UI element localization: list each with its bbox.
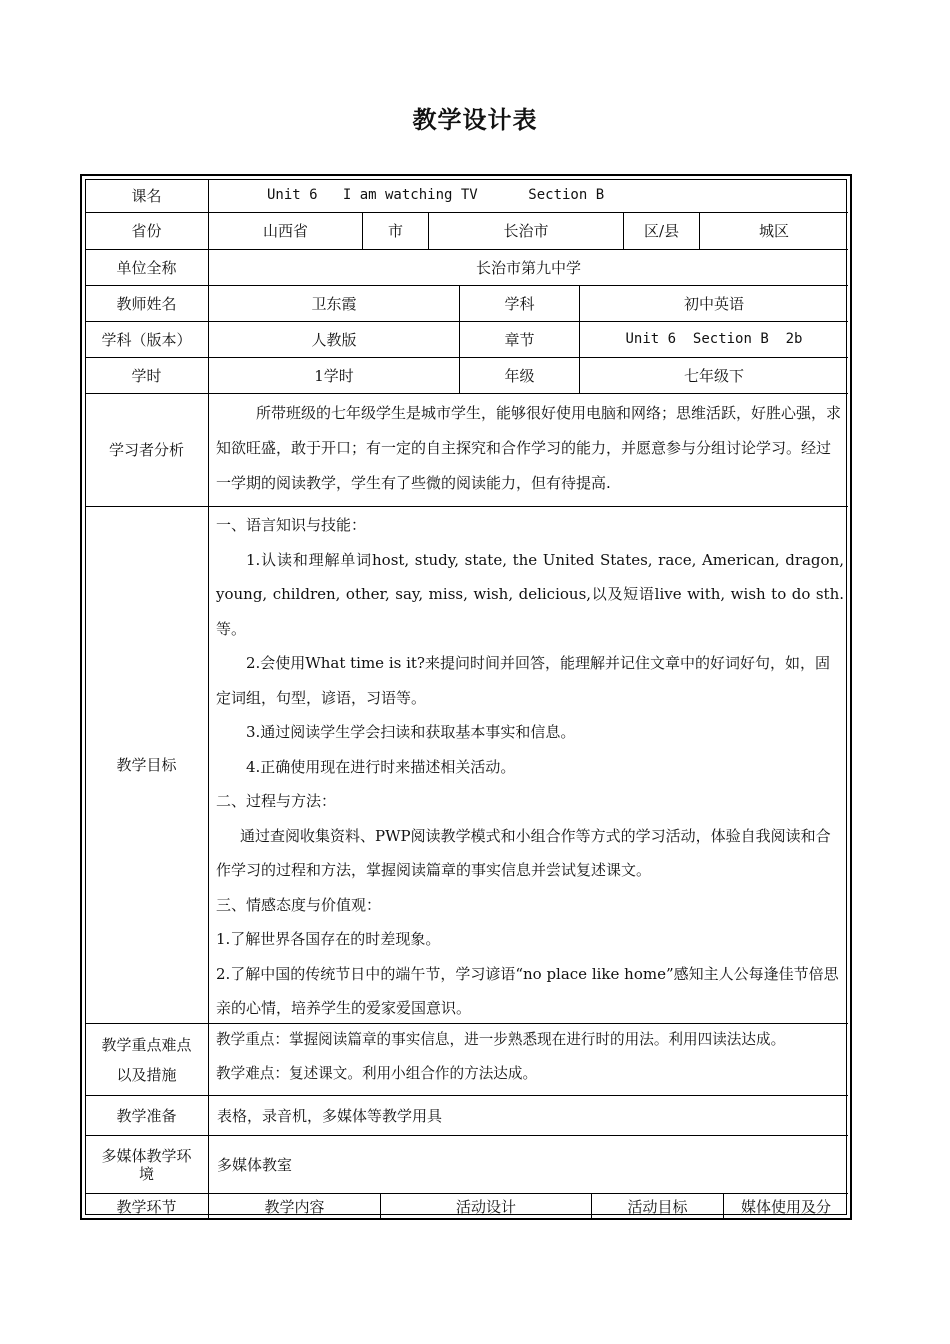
objectives-item-1: 1.认读和理解单词host, study, state, the United States, race, American, dragon, young, children, other, say, miss, wish, delicious,以及短语live with, wish to do sth.等。	[216, 550, 844, 638]
footer-col-content: 教学内容	[209, 1194, 381, 1219]
objectives-heading-3: 三、情感态度与价值观：	[216, 895, 382, 914]
env-label: 多媒体教学环境	[85, 1136, 209, 1194]
grade-label: 年级	[460, 358, 580, 394]
lesson-design-table	[80, 174, 852, 1220]
course-label: 课名	[85, 179, 209, 213]
objectives-heading-2: 二、过程与方法：	[216, 792, 337, 810]
edition-label: 学科（版本）	[85, 322, 209, 358]
objectives-item-4: 4.正确使用现在进行时来描述相关活动。	[246, 757, 516, 776]
edition-value: 人教版	[209, 322, 460, 358]
objectives-label: 教学目标	[85, 507, 209, 1024]
district-value: 城区	[700, 213, 848, 250]
prep-label: 教学准备	[85, 1096, 209, 1136]
page-title: 教学设计表	[412, 105, 538, 134]
teacher-label: 教师姓名	[85, 286, 209, 322]
objectives-heading-1: 一、语言知识与技能：	[216, 516, 367, 534]
objectives-item-2: 2.会使用What time is it?来提问时间并回答，能理解并记住文章中的好词好句，如，固定词组，句型，谚语，习语等。	[216, 654, 830, 707]
footer-col-activity: 活动设计	[381, 1194, 592, 1219]
unit-label: 单位全称	[85, 250, 209, 286]
course-value: Unit 6 I am watching TV Section B	[209, 179, 848, 213]
hours-value: 1学时	[209, 358, 460, 394]
keypoints-label-line1: 教学重点难点	[101, 1035, 192, 1054]
footer-col-media: 媒体使用及分	[740, 1197, 831, 1216]
unit-value: 长治市第九中学	[209, 250, 848, 286]
footer-col-goal: 活动目标	[592, 1194, 724, 1219]
province-value: 山西省	[209, 213, 363, 250]
subject-value: 初中英语	[580, 286, 848, 322]
learner-label: 学习者分析	[85, 394, 209, 507]
footer-col-stage: 教学环节	[85, 1194, 209, 1219]
city-value: 长治市	[429, 213, 624, 250]
chapter-value: Unit 6 Section B 2b	[580, 322, 848, 358]
city-label: 市	[363, 213, 429, 250]
env-value: 多媒体教室	[209, 1136, 848, 1194]
keypoints-label	[85, 1024, 209, 1096]
province-label: 省份	[85, 213, 209, 250]
subject-label: 学科	[460, 286, 580, 322]
keypoints-difficulty: 教学难点：复述课文。利用小组合作的方法达成。	[216, 1065, 538, 1082]
objectives-emotion-2: 2.了解中国的传统节日中的端午节，学习谚语“no place like home”感知主人公每逢佳节倍思亲的心情，培养学生的爱家爱国意识。	[216, 964, 839, 1017]
chapter-label: 章节	[460, 322, 580, 358]
keypoints-focus: 教学重点：掌握阅读篇章的事实信息，进一步熟悉现在进行时的用法。利用四读法达成。	[216, 1031, 786, 1048]
district-label: 区/县	[624, 213, 700, 250]
objectives-process-text: 通过查阅收集资料、PWP阅读教学模式和小组合作等方式的学习活动，体验自我阅读和合作学习的过程和方法，掌握阅读篇章的事实信息并尝试复述课文。	[216, 826, 831, 879]
objectives-emotion-1: 1.了解世界各国存在的时差现象。	[216, 930, 441, 948]
hours-label: 学时	[85, 358, 209, 394]
prep-value: 表格，录音机，多媒体等教学用具	[209, 1096, 848, 1136]
teacher-value: 卫东霞	[209, 286, 460, 322]
keypoints-label-line2: 以及措施	[116, 1065, 177, 1084]
learner-text: 所带班级的七年级学生是城市学生，能够很好使用电脑和网络；思维活跃，好胜心强，求知欲旺盛，敢于开口；有一定的自主探究和合作学习的能力，并愿意参与分组讨论学习。经过一学期的阅读教学，学生有了些微的阅读能力，但有待提高.	[216, 404, 842, 492]
objectives-item-3: 3.通过阅读学生学会扫读和获取基本事实和信息。	[246, 723, 576, 741]
grade-value: 七年级下	[580, 358, 848, 394]
